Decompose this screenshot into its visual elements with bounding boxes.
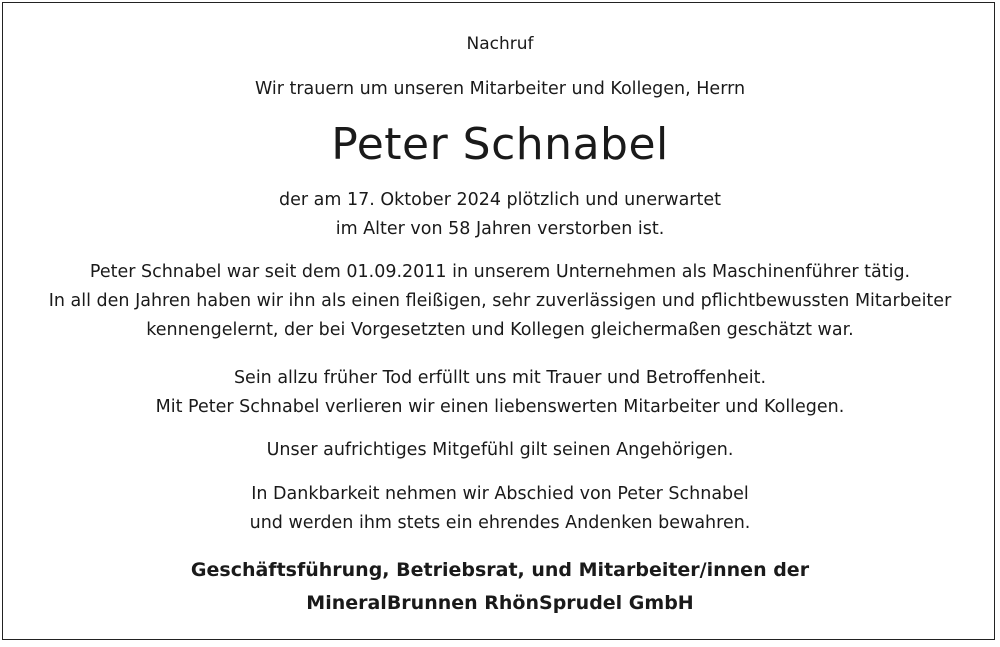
intro-line: Wir trauern um unseren Mitarbeiter und Kollegen, Herrn	[254, 79, 746, 99]
career-line-3: kennengelernt, der bei Vorgesetzten und Kollegen gleichermaßen geschätzt war.	[146, 320, 854, 340]
grief-line-1: Sein allzu früher Tod erfüllt uns mit Trauer und Betroffenheit.	[233, 368, 767, 388]
farewell-line-1: In Dankbarkeit nehmen wir Abschied von Peter Schnabel	[251, 484, 749, 504]
death-line-2: im Alter von 58 Jahren verstorben ist.	[335, 219, 665, 239]
death-line-1: der am 17. Oktober 2024 plötzlich und unerwartet	[278, 190, 721, 210]
signature-line-2: MineralBrunnen RhönSprudel GmbH	[306, 592, 694, 614]
career-line-1: Peter Schnabel war seit dem 01.09.2011 in unserem Unternehmen als Maschinenführer tätig.	[89, 262, 911, 282]
deceased-name: Peter Schnabel	[331, 119, 669, 170]
career-line-2: In all den Jahren haben wir ihn als einen fleißigen, sehr zuverlässigen und pflichtbewussten Mitarbeiter	[48, 291, 952, 311]
sympathy-line: Unser aufrichtiges Mitgefühl gilt seinen Angehörigen.	[266, 440, 734, 460]
signature-line-1: Geschäftsführung, Betriebsrat, und Mitarbeiter/innen der	[190, 559, 810, 581]
notice-heading: Nachruf	[466, 34, 534, 54]
farewell-line-2: und werden ihm stets ein ehrendes Andenken bewahren.	[249, 513, 751, 533]
grief-line-2: Mit Peter Schnabel verlieren wir einen liebenswerten Mitarbeiter und Kollegen.	[155, 397, 845, 417]
